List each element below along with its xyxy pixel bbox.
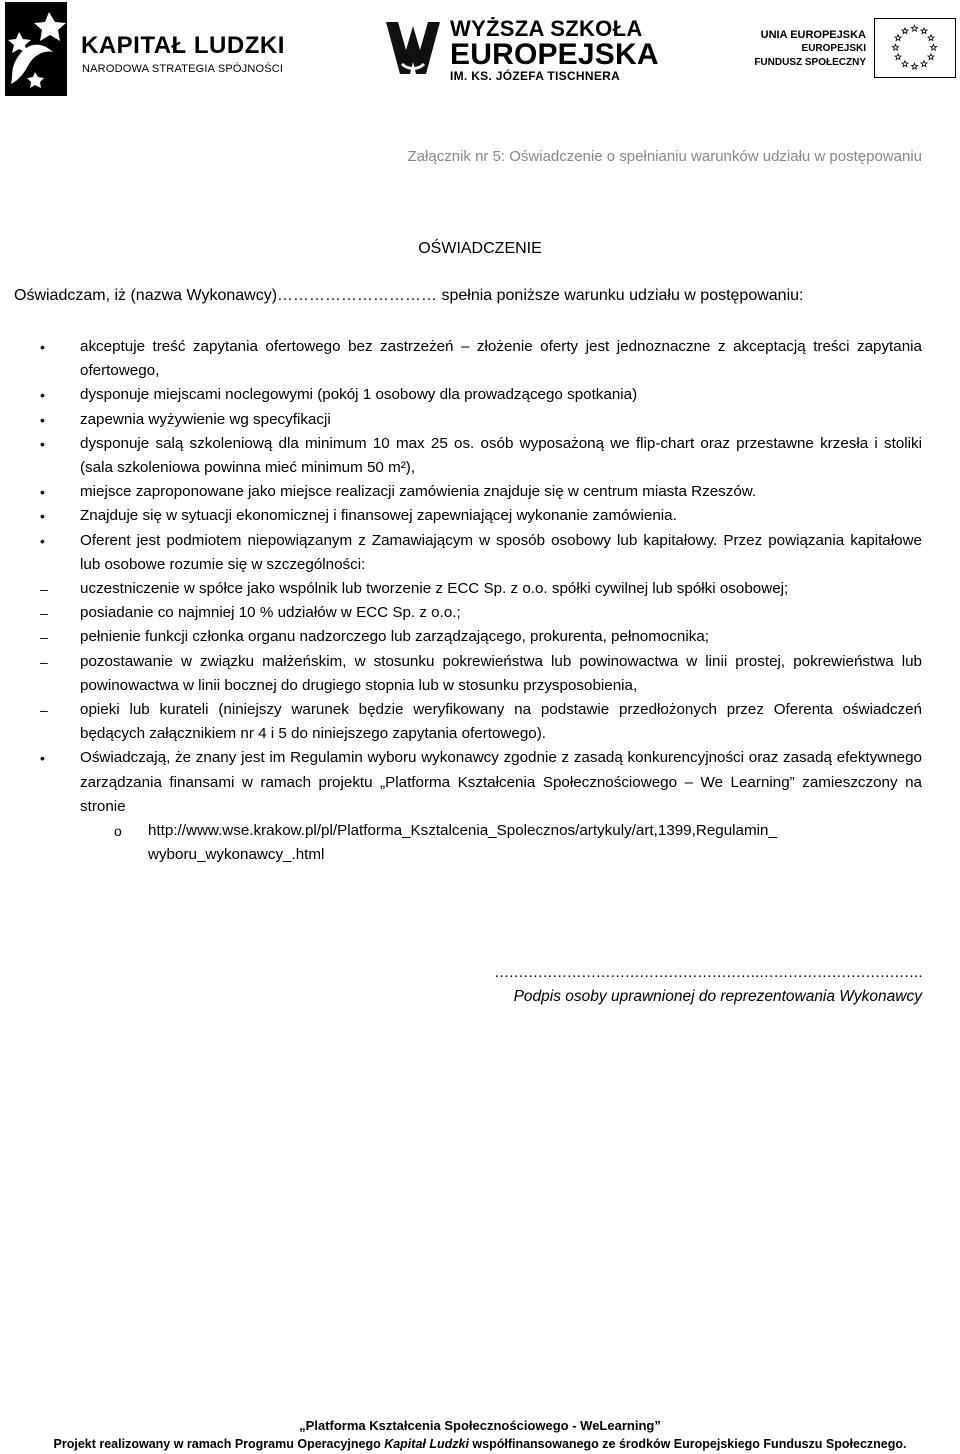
regulation-url-line2[interactable]: wyboru_wykonawcy_.html (148, 846, 325, 864)
wse-name-line3: IM. KS. JÓZEFA TISCHNERA (450, 69, 621, 83)
list-item (0, 335, 960, 383)
dash-marker: – (40, 629, 48, 646)
kapital-ludzki-logo (5, 2, 305, 96)
bullet-marker: • (40, 339, 45, 355)
document-title: OŚWIADCZENIE (418, 240, 542, 257)
annex-title: Załącznik nr 5: Oświadczenie o spełnianiu warunków udziału w postępowaniu (407, 148, 922, 165)
list-item-url (0, 819, 960, 867)
list-item (0, 650, 960, 698)
eu-star-icon (895, 54, 901, 60)
circle-marker: o (114, 823, 122, 840)
eu-flag-icon (874, 18, 956, 78)
bullet-marker: • (40, 411, 45, 428)
bullet-marker: • (40, 750, 45, 767)
eu-star-icon (921, 28, 927, 34)
list-item (0, 504, 960, 528)
eu-star-icon (892, 44, 898, 50)
footer-funding-program: Kapitał Ludzki (384, 1437, 469, 1451)
eu-star-icon (911, 25, 917, 31)
bullet-marker: • (40, 532, 45, 549)
declaration-intro: Oświadczam, iż (nazwa Wykonawcy)………………………… spełnia poniższe warunku udziału w postępowaniu: (14, 287, 804, 304)
list-item-text: dysponuje salą szkoleniową dla minimum 10 max 25 os. osób wyposażoną we flip-chart oraz przestawne krzesła i stoliki (sala szkoleniowa powinna mieć minimum 50 m²), (80, 434, 922, 477)
list-item-text: akceptuje treść zapytania ofertowego bez zastrzeżeń – złożenie oferty jest jednoznaczne z akceptacją treści zapytania ofertowego, (80, 338, 922, 380)
eu-logo-line3: FUNDUSZ SPOŁECZNY (754, 57, 866, 68)
list-item-text: zapewnia wyżywienie wg specyfikacji (80, 410, 331, 428)
list-item (0, 480, 960, 504)
kapital-ludzki-emblem-icon (5, 2, 67, 96)
eu-star-icon (928, 54, 934, 60)
eu-logo (754, 18, 956, 80)
list-item (0, 577, 960, 601)
dash-marker: – (40, 581, 48, 598)
kapital-ludzki-subtitle: NARODOWA STRATEGIA SPÓJNOŚCI (82, 63, 284, 75)
wse-logo (384, 14, 659, 84)
page-header (0, 0, 960, 100)
eu-star-icon (928, 35, 934, 41)
list-item (0, 383, 960, 407)
list-item-text: dysponuje miejscami noclegowymi (pokój 1 osobowy dla prowadzącego spotkania) (80, 386, 638, 404)
dash-marker: – (40, 702, 48, 719)
list-item (0, 746, 960, 819)
signature-line: ……………………………………………….……………………………. (494, 964, 922, 981)
list-item-text: uczestniczenie w spółce jako wspólnik lub tworzenie z ECC Sp. z o.o. spółki cywilnej lub spółki osobowej; (80, 580, 789, 598)
wse-emblem-icon (384, 18, 442, 80)
list-item-text: Oferent jest podmiotem niepowiązanym z Zamawiającym w sposób osobowy lub kapitałowy. Przez powiązania kapitałowe lub osobowe rozumie się w szczególności: (80, 531, 922, 573)
list-item (0, 432, 960, 480)
bullet-marker: • (40, 508, 45, 525)
kapital-ludzki-title: KAPITAŁ LUDZKI (81, 32, 285, 59)
eu-logo-text (754, 28, 866, 70)
list-item-text: opieki lub kurateli (niniejszy warunek będzie weryfikowany na podstawie przedłożonych przez Oferenta oświadczeń będących załącznikiem nr 4 i 5 do niniejszego zapytania ofertowego). (80, 701, 922, 743)
eu-star-icon (921, 61, 927, 67)
eu-logo-line2: EUROPEJSKI (801, 43, 866, 54)
footer-funding-note (0, 1437, 960, 1451)
list-item (0, 529, 960, 577)
eu-star-icon (902, 61, 908, 67)
regulation-url-line1[interactable]: http://www.wse.krakow.pl/pl/Platforma_Ksztalcenia_Spolecznos/artykuly/art,1399,Regulamin_ (148, 822, 777, 840)
footer-funding-text-a: Projekt realizowany w ramach Programu Operacyjnego (53, 1437, 385, 1451)
footer-funding-text-b: współfinansowanego ze środków Europejskiego Funduszu Społecznego. (468, 1437, 907, 1451)
list-item-text: posiadanie co najmniej 10 % udziałów w ECC Sp. z o.o.; (80, 604, 461, 622)
bullet-marker: • (40, 484, 45, 501)
list-item (0, 408, 960, 432)
list-item-text: pozostawanie w związku małżeńskim, w stosunku pokrewieństwa lub powinowactwa w linii prostej, pokrewieństwa lub powinowactwa w linii bocznej do drugiego stopnia lub w stosunku przysposobienia, (80, 652, 922, 694)
list-item (0, 625, 960, 649)
footer-project-name: „Platforma Kształcenia Społecznościowego - WeLearning” (299, 1418, 661, 1433)
dash-marker: – (40, 605, 48, 622)
list-item-text: Oświadczają, że znany jest im Regulamin wyboru wykonawcy zgodnie z zasadą konkurencyjności oraz zasadą efektywnego zarządzania finansami w ramach projektu „Platforma Kształcenia Społecznościowego – We Learning” zamieszczony na stronie (80, 749, 922, 815)
conditions-list (0, 335, 960, 867)
eu-logo-line1: UNIA EUROPEJSKA (760, 29, 866, 41)
list-item-text: Znajduje się w sytuacji ekonomicznej i finansowej zapewniającej wykonanie zamówienia. (80, 507, 677, 525)
list-item-text: miejsce zaproponowane jako miejsce realizacji zamówienia znajduje się w centrum miasta Rzeszów. (80, 483, 757, 501)
wse-name-line1: WYŻSZA SZKOŁA (450, 16, 643, 41)
eu-star-icon (902, 28, 908, 34)
eu-star-icon (895, 35, 901, 41)
wse-name-line2: EUROPEJSKA (450, 38, 659, 71)
bullet-marker: • (40, 435, 45, 452)
eu-star-icon (930, 44, 936, 50)
signature-label: Podpis osoby uprawnionej do reprezentowania Wykonawcy (513, 988, 922, 1005)
eu-star-icon (911, 63, 917, 69)
bullet-marker: • (40, 387, 45, 404)
dash-marker: – (40, 653, 48, 670)
list-item-text: pełnienie funkcji członka organu nadzorczego lub zarządzającego, prokurenta, pełnomocnika; (80, 628, 709, 646)
list-item (0, 698, 960, 746)
list-item (0, 601, 960, 625)
